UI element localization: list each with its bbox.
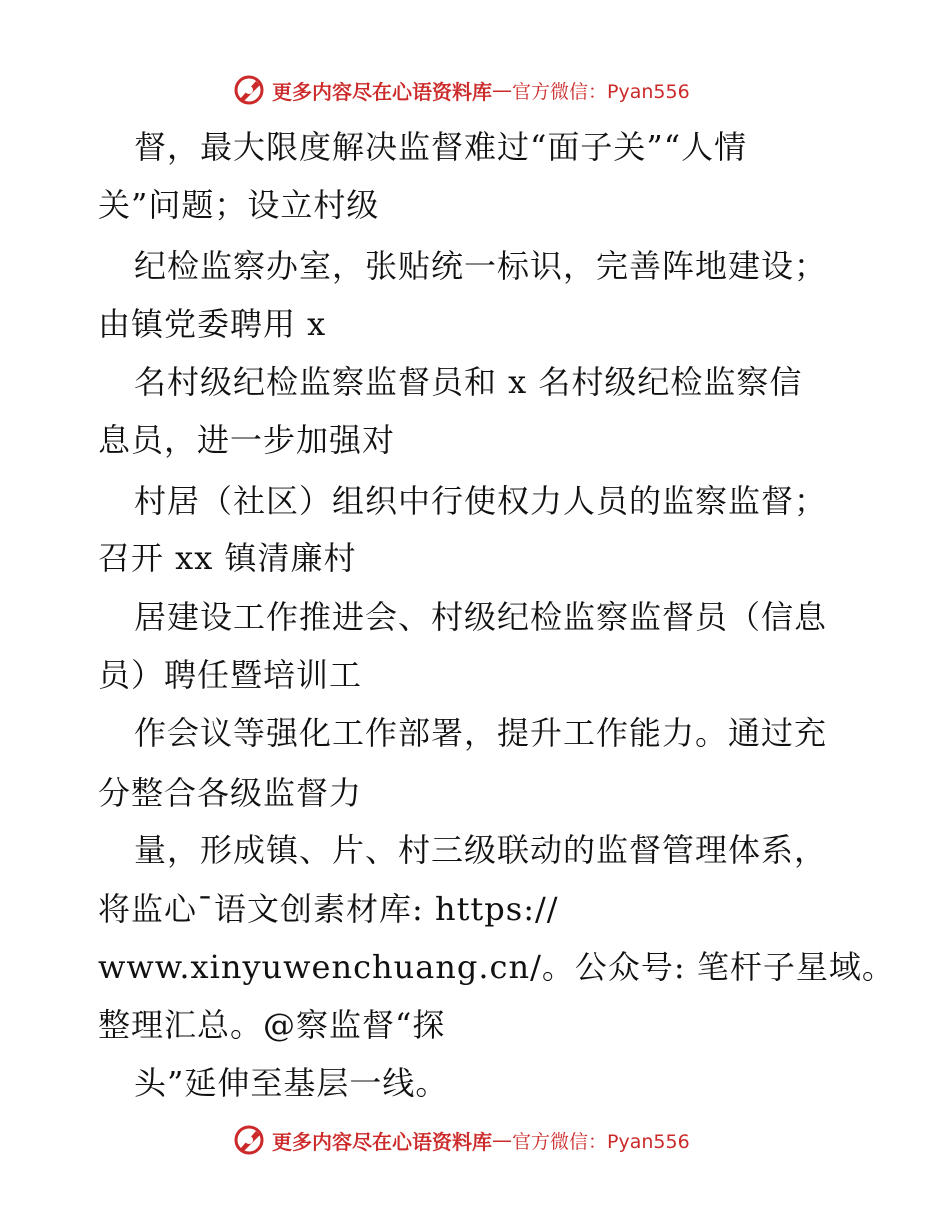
pen-circle-logo-icon — [232, 73, 266, 107]
paragraph-line: 整理汇总。@察监督“探 — [98, 1006, 446, 1044]
paragraph-line: 召开 xx 镇清廉村 — [98, 539, 357, 577]
watermark-dash: — — [492, 1128, 512, 1152]
watermark-wechat: 官方微信：Pyan556 — [512, 80, 690, 103]
paragraph-line: 员）聘任暨培训工 — [98, 656, 363, 694]
header-watermark-banner — [232, 70, 752, 110]
paragraph-line: www.xinyuwenchuang.cn/。公众号: 笔杆子星域。 — [98, 948, 895, 986]
paragraph-line: 分整合各级监督力 — [98, 774, 363, 812]
paragraph-line: 督，最大限度解决监督难过“面子关”“人情 — [134, 128, 748, 166]
paragraph-line: 名村级纪检监察监督员和 x 名村级纪检监察信 — [134, 363, 803, 401]
paragraph-line: 将监心¯语文创素材库: https:// — [98, 890, 559, 928]
paragraph-line: 纪检监察办室，张贴统一标识，完善阵地建设； — [134, 247, 828, 285]
watermark-text: 更多内容尽在心语资料库 — [272, 79, 492, 104]
paragraph-line: 关”问题；设立村级 — [98, 186, 380, 224]
paragraph-line: 由镇党委聘用 x — [98, 305, 327, 343]
paragraph-line: 作会议等强化工作部署，提升工作能力。通过充 — [134, 714, 828, 752]
watermark-dash: — — [492, 78, 512, 102]
paragraph-line: 量，形成镇、片、村三级联动的监督管理体系， — [134, 831, 828, 869]
paragraph-line: 居建设工作推进会、村级纪检监察监督员（信息 — [134, 598, 828, 636]
paragraph-line: 村居（社区）组织中行使权力人员的监察监督； — [134, 482, 828, 520]
footer-watermark-banner — [232, 1120, 752, 1160]
watermark-wechat: 官方微信：Pyan556 — [512, 1130, 690, 1153]
paragraph-line: 息员，进一步加强对 — [98, 421, 396, 459]
paragraph-line: 头”延伸至基层一线。 — [134, 1064, 449, 1102]
pen-circle-logo-icon — [232, 1123, 266, 1157]
watermark-text: 更多内容尽在心语资料库 — [272, 1129, 492, 1154]
